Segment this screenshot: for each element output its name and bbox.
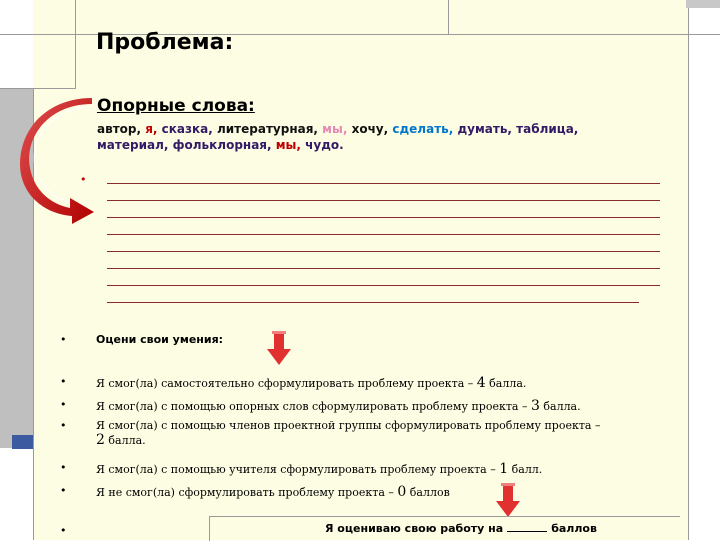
criterion-points: 3	[530, 398, 540, 414]
left-blue-marker	[12, 435, 33, 449]
answer-line[interactable]	[107, 268, 660, 269]
keyword: чудо.	[305, 138, 344, 152]
answer-line[interactable]	[107, 251, 660, 252]
criterion-text	[96, 375, 526, 391]
score-blank[interactable]	[507, 522, 547, 532]
top-corner-block	[686, 0, 720, 8]
criterion-points: 4	[476, 375, 486, 391]
left-divider	[0, 88, 35, 89]
self-assessment-text	[325, 522, 597, 535]
criterion-points: 0	[397, 484, 407, 500]
criterion-points: 1	[499, 461, 509, 477]
self-assessment-prefix: Я оцениваю свою работу на	[325, 522, 504, 535]
curved-arrow-icon	[18, 98, 108, 228]
bullet-icon: •	[60, 419, 67, 432]
rate-label: Оцени свои умения:	[96, 333, 224, 346]
criterion-points: 2	[96, 432, 105, 448]
criterion-label: Я смог(ла) с помощью членов проектной группы сформулировать проблему проекта –	[96, 419, 601, 432]
criterion-text	[96, 484, 450, 500]
keyword: я,	[145, 122, 162, 136]
criterion-text	[96, 398, 581, 414]
slide-panel	[33, 0, 689, 540]
criterion-unit: балла.	[485, 377, 527, 390]
keyword: мы,	[275, 138, 306, 152]
bullet-icon: •	[60, 484, 67, 497]
bullet-icon: •	[60, 461, 67, 474]
down-arrow-icon	[496, 483, 520, 517]
answer-line[interactable]	[107, 302, 639, 303]
criterion-text	[96, 461, 542, 477]
criterion-unit: балла.	[539, 400, 581, 413]
answer-line[interactable]	[107, 234, 660, 235]
criterion-label: Я смог(ла) с помощью опорных слов сформулировать проблему проекта –	[96, 400, 531, 413]
answer-line[interactable]	[107, 183, 660, 184]
criterion-text	[96, 419, 600, 448]
answer-line[interactable]	[107, 285, 660, 286]
keyword: хочу,	[351, 122, 393, 136]
criterion-label: Я не смог(ла) сформулировать проблему проекта –	[96, 486, 398, 499]
self-assessment-suffix: баллов	[551, 522, 597, 535]
keyword: мы,	[322, 122, 352, 136]
keyword: думать, таблица,	[457, 122, 579, 136]
answer-line[interactable]	[107, 217, 660, 218]
down-arrow-icon	[267, 331, 291, 365]
top-right-frame	[448, 0, 687, 35]
bullet-icon: •	[60, 398, 67, 411]
criterion-label: Я смог(ла) с помощью учителя сформулировать проблему проекта –	[96, 463, 500, 476]
bullet-icon: •	[60, 375, 67, 388]
keywords-heading: Опорные слова:	[97, 96, 255, 116]
keyword: сказка,	[161, 122, 217, 136]
keyword: материал, фольклорная,	[97, 138, 276, 152]
keyword: автор,	[97, 122, 146, 136]
page-title: Проблема:	[96, 30, 234, 55]
bullet-icon: •	[60, 333, 67, 346]
bullet-icon: •	[60, 524, 67, 537]
keyword: сделать,	[392, 122, 458, 136]
bullet-icon: •	[80, 173, 87, 186]
criterion-label: Я смог(ла) самостоятельно сформулировать проблему проекта –	[96, 377, 477, 390]
answer-line[interactable]	[107, 200, 660, 201]
top-left-frame	[33, 0, 76, 89]
keywords-list	[97, 121, 657, 153]
criterion-unit: баллов	[406, 486, 450, 499]
keyword: литературная,	[216, 122, 323, 136]
criterion-unit: балла.	[104, 434, 146, 447]
criterion-unit: балл.	[508, 463, 543, 476]
